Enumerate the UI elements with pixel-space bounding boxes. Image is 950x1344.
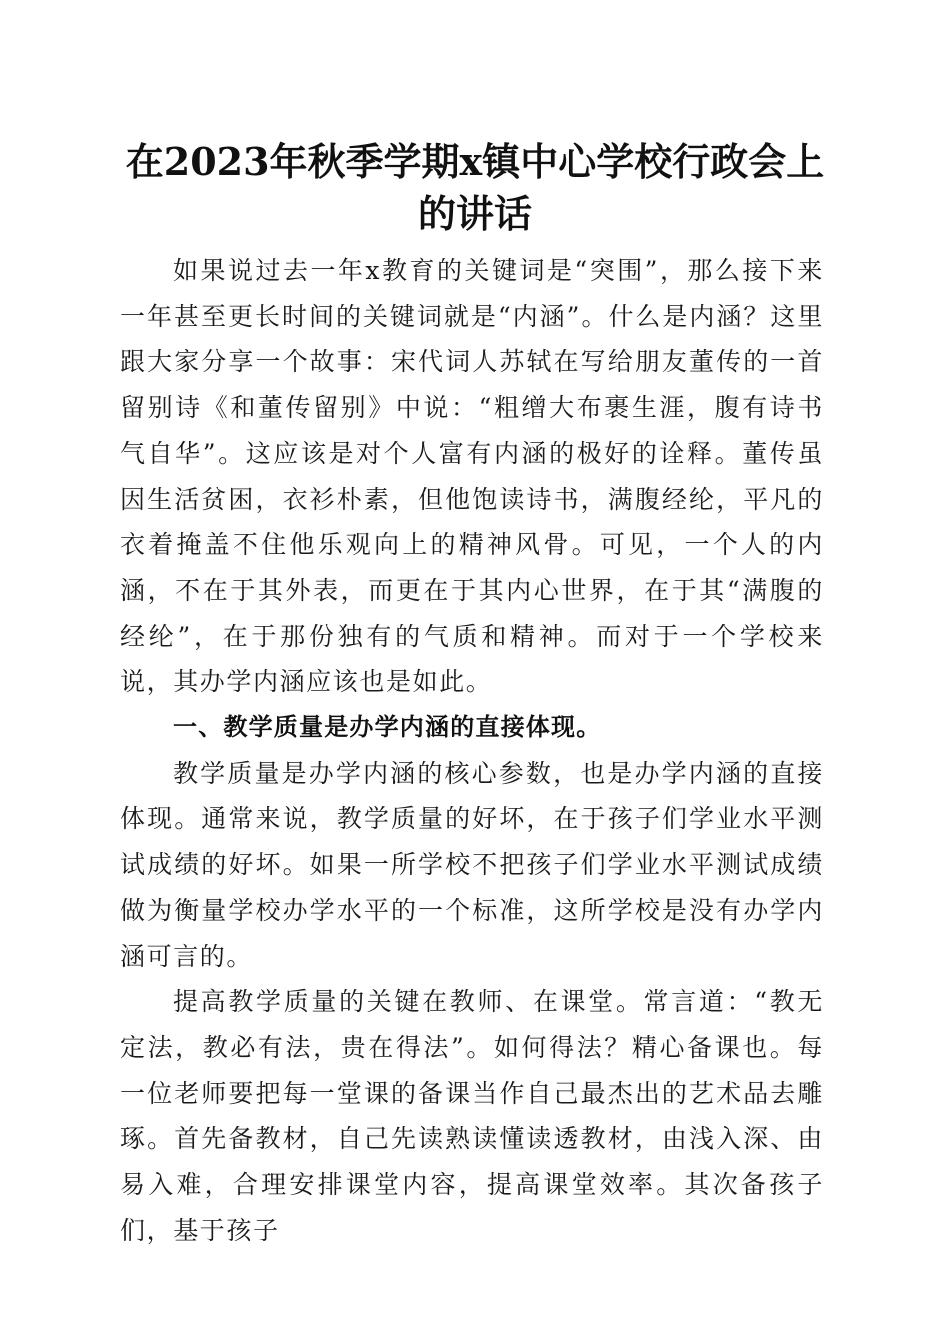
- document-title: 在2023年秋季学期x镇中心学校行政会上的讲话: [125, 139, 825, 236]
- paragraph-intro: 如果说过去一年x教育的关键词是“突围”，那么接下来一年甚至更长时间的关键词就是“内涵”。什么是内涵？这里跟大家分享一个故事：宋代词人苏轼在写给朋友董传的一首留别诗《和董传留别》中说：“粗缯大布裹生涯，腹有诗书气自华”。这应该是对个人富有内涵的极好的诠释。董传虽因生活贫困，衣衫朴素，但他饱读诗书，满腹经纶，平凡的衣着掩盖不住他乐观向上的精神风骨。可见，一个人的内涵，不在于其外表，而更在于其内心世界，在于其“满腹的经纶”，在于那份独有的气质和精神。而对于一个学校来说，其办学内涵应该也是如此。: [120, 256, 824, 697]
- paragraph-section1-2: 提高教学质量的关键在教师、在课堂。常言道：“教无定法，教必有法，贵在得法”。如何得法？精心备课也。每一位老师要把每一堂课的备课当作自己最杰出的艺术品去雕琢。首先备教材，自己先读熟读懂读透教材，由浅入深、由易入难，合理安排课堂内容，提高课堂效率。其次备孩子们，基于孩子: [120, 987, 824, 1245]
- document-body: [120, 248, 824, 1253]
- paragraph-section1-1: 教学质量是办学内涵的核心参数，也是办学内涵的直接体现。通常来说，教学质量的好坏，在于孩子们学业水平测试成绩的好坏。如果一所学校不把孩子们学业水平测试成绩做为衡量学校办学水平的一个标准，这所学校是没有办学内涵可言的。: [120, 758, 824, 971]
- section-heading-1: 一、教学质量是办学内涵的直接体现。: [173, 713, 602, 742]
